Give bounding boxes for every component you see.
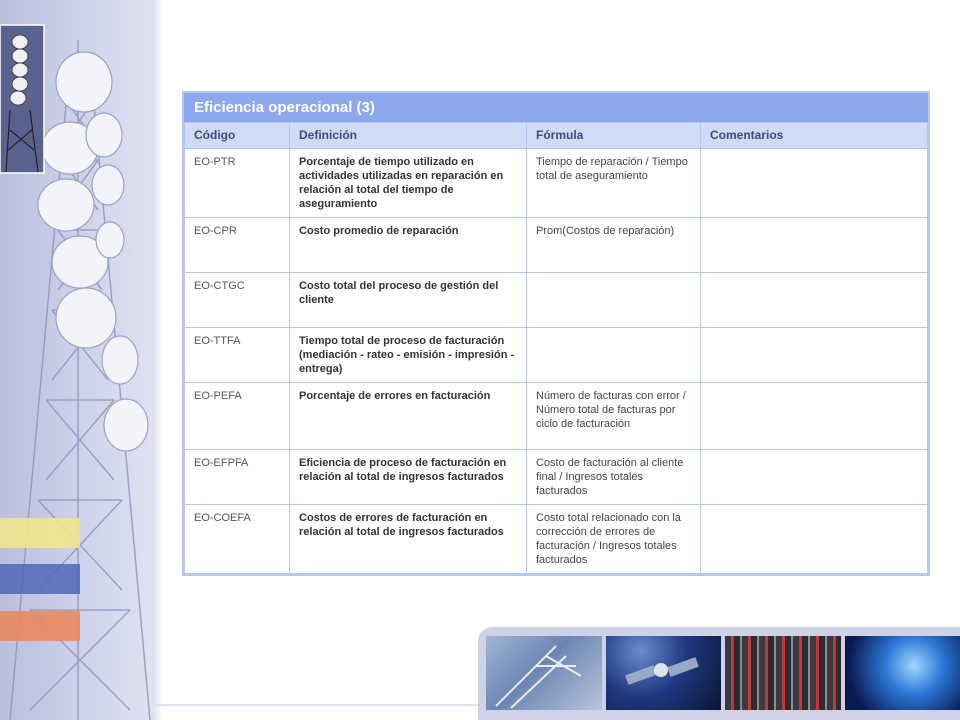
cell-formula: Costo de facturación al cliente final / Ingresos totales facturados [527,450,701,505]
indicators-table [182,91,930,576]
cell-formula [527,328,701,383]
cell-definition: Costos de errores de facturación en relación al total de ingresos facturados [290,505,527,574]
cell-formula: Costo total relacionado con la corrección de errores de facturación / Ingresos totales facturados [527,505,701,574]
cell-code: EO-PEFA [185,383,290,450]
cell-comments [701,383,928,450]
table-row [185,450,928,505]
network-cables-photo [725,636,841,710]
cell-definition: Costo promedio de reparación [290,218,527,273]
orange-band [0,611,80,641]
cell-comments [701,450,928,505]
cell-code: EO-COEFA [185,505,290,574]
cell-comments [701,273,928,328]
cell-formula: Número de facturas con error / Número total de facturas por ciclo de facturación [527,383,701,450]
bottom-divider [155,704,485,706]
header-comentarios: Comentarios [701,123,928,149]
table-row [185,273,928,328]
cell-code: EO-TTFA [185,328,290,383]
table-row [185,505,928,574]
cell-definition: Tiempo total de proceso de facturación (mediación - rateo - emisión - impresión - entrega) [290,328,527,383]
header-definicion: Definición [290,123,527,149]
left-decor-panel [0,0,155,720]
header-codigo: Código [185,123,290,149]
cell-comments [701,328,928,383]
table-row [185,218,928,273]
cell-comments [701,149,928,218]
cell-definition: Eficiencia de proceso de facturación en relación al total de ingresos facturados [290,450,527,505]
cell-code: EO-EFPFA [185,450,290,505]
table-row [185,328,928,383]
indicators-grid [184,122,928,574]
cell-formula: Prom(Costos de reparación) [527,218,701,273]
fiber-optic-photo [845,636,960,710]
table-title: Eficiencia operacional (3) [184,93,928,122]
table-header-row [185,123,928,149]
cell-formula: Tiempo de reparación / Tiempo total de aseguramiento [527,149,701,218]
antenna-photo [486,636,602,710]
left-panel-edge [155,0,163,720]
yellow-band [0,518,80,548]
cell-comments [701,218,928,273]
cell-definition: Porcentaje de tiempo utilizado en actividades utilizadas en reparación en relación al total del tiempo de aseguramiento [290,149,527,218]
cell-definition: Costo total del proceso de gestión del cliente [290,273,527,328]
cell-code: EO-CTGC [185,273,290,328]
cell-code: EO-CPR [185,218,290,273]
photo-strip [486,636,960,710]
cell-code: EO-PTR [185,149,290,218]
cell-definition: Porcentaje de errores en facturación [290,383,527,450]
cell-comments [701,505,928,574]
satellite-photo [606,636,722,710]
blue-band [0,564,80,594]
table-row [185,383,928,450]
header-formula: Fórmula [527,123,701,149]
cell-formula [527,273,701,328]
table-row [185,149,928,218]
